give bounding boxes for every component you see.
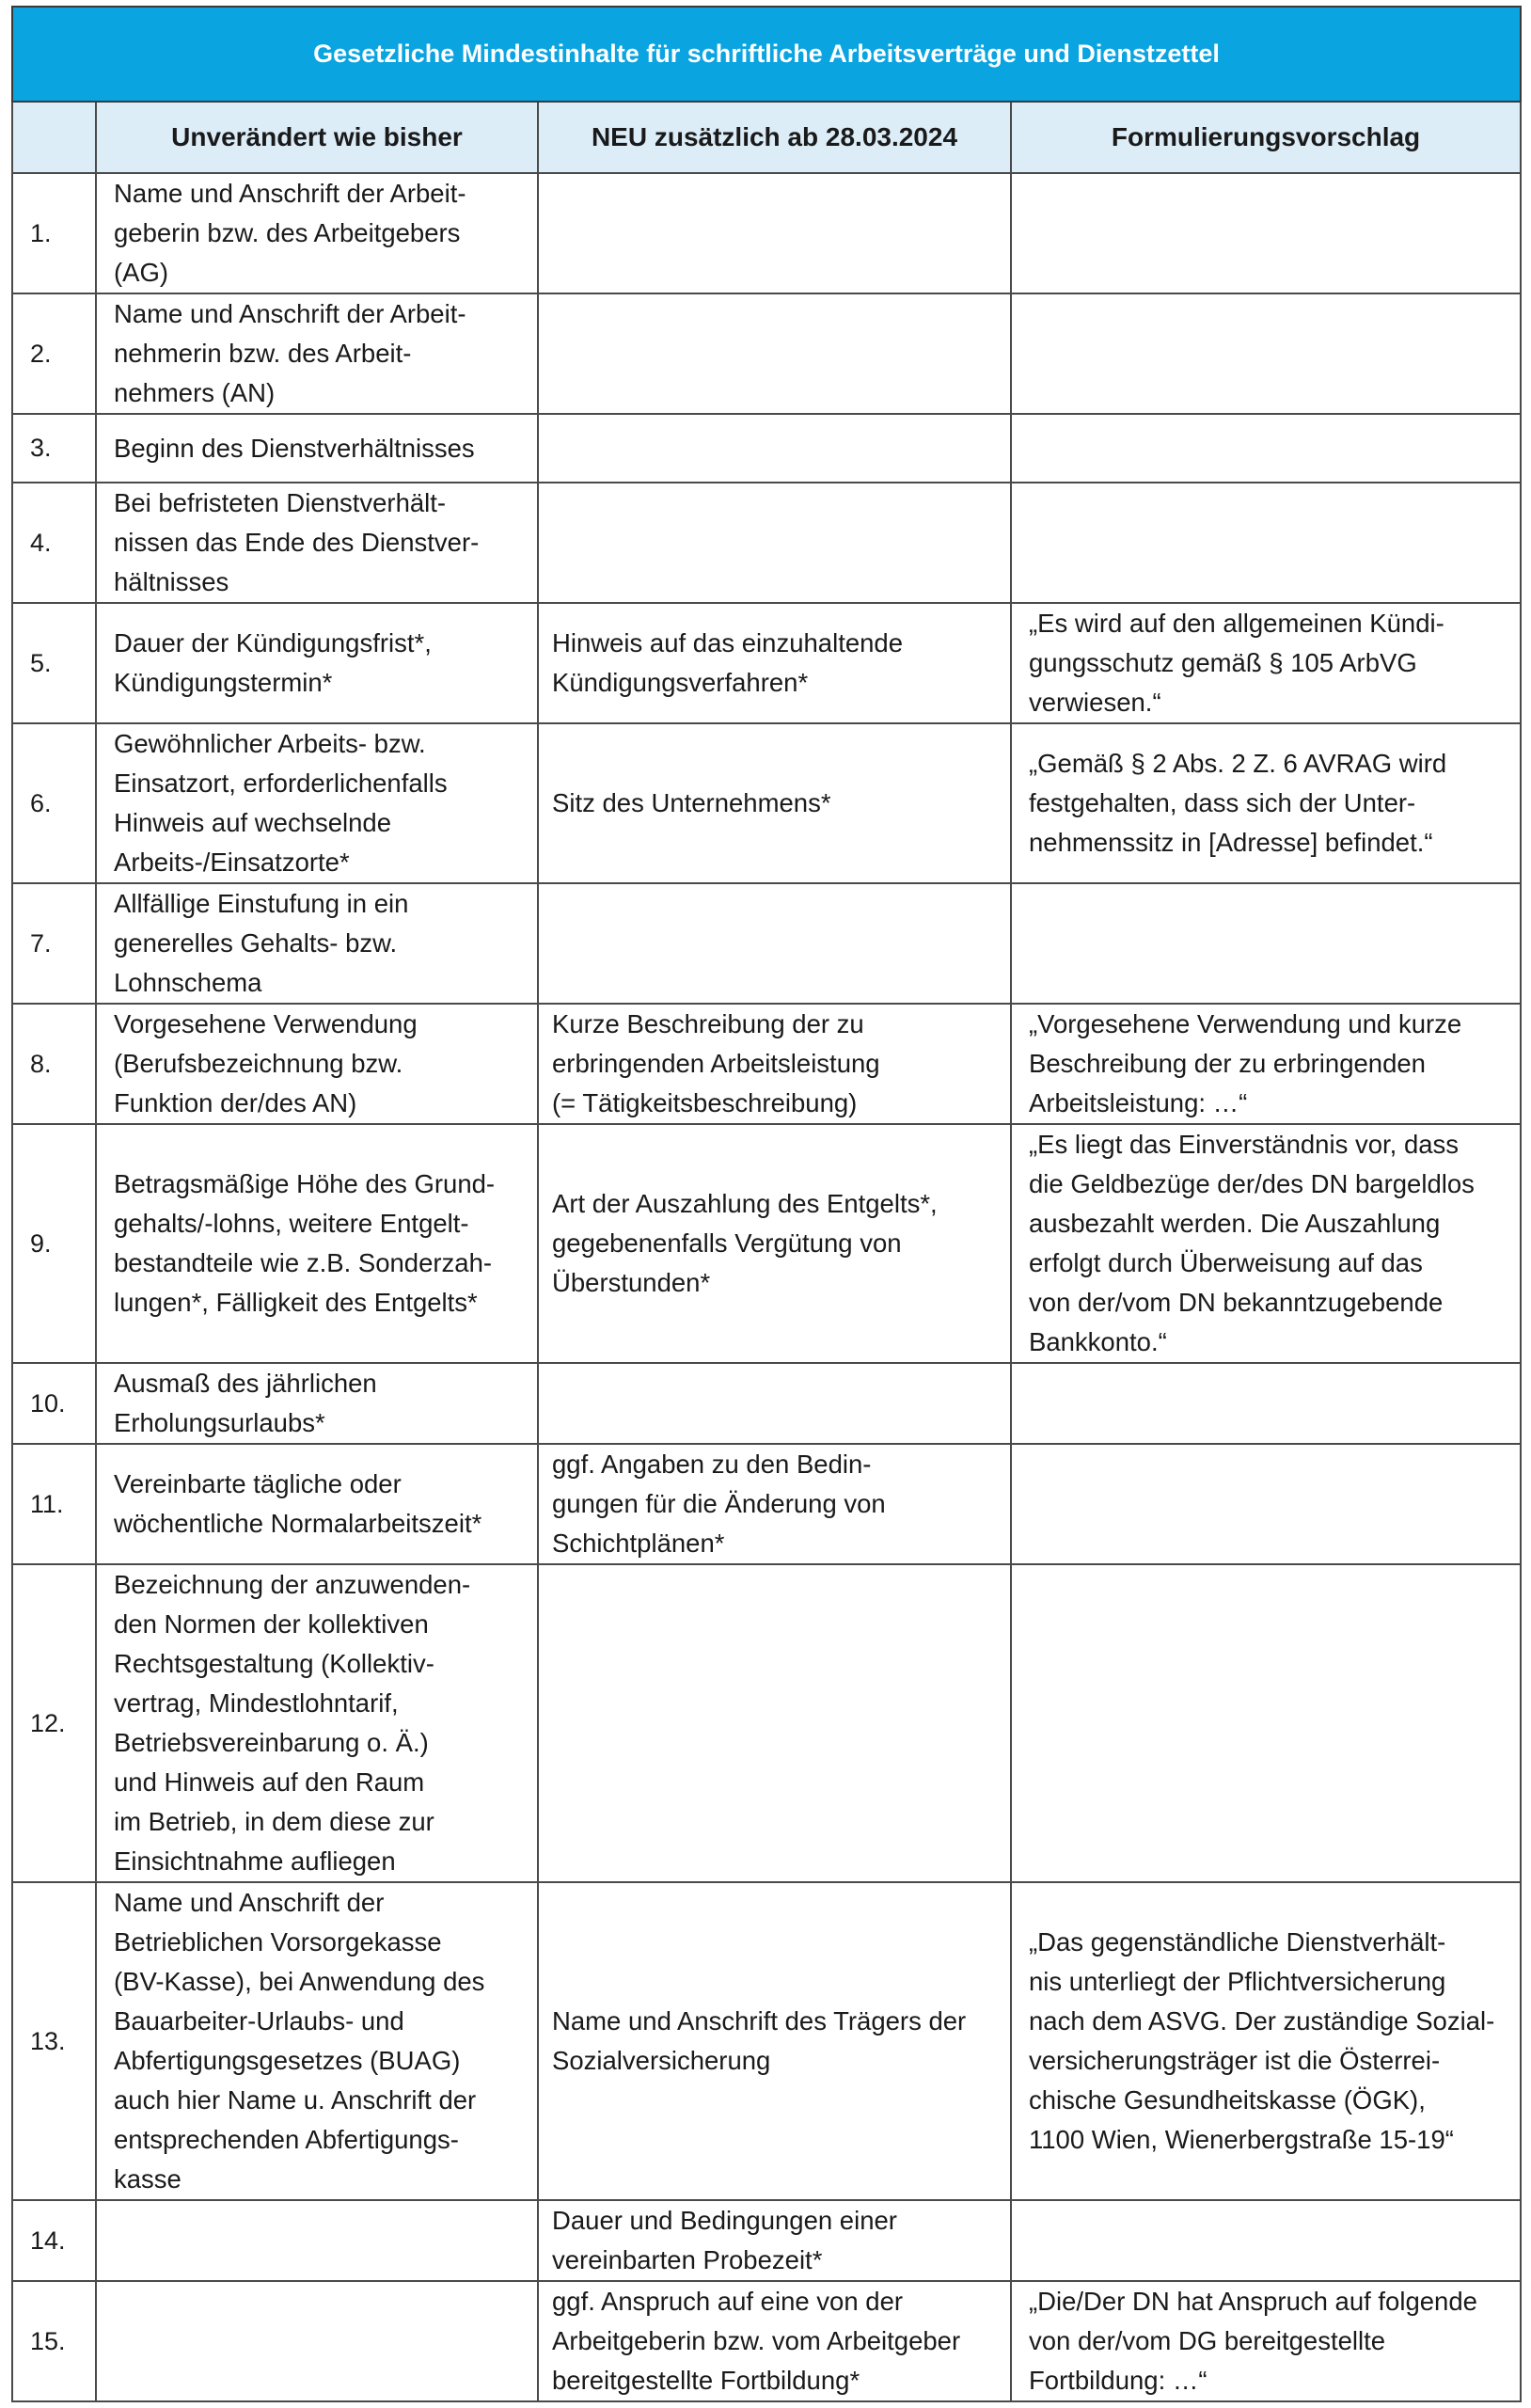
table-row: [12, 723, 1521, 883]
cell-neu: Sitz des Unternehmens*: [538, 723, 1011, 883]
table-row: [12, 173, 1521, 293]
cell-vorschlag: [1011, 173, 1521, 293]
cell-vorschlag: „Es wird auf den allgemeinen Kündi- gungsschutz gemäß § 105 ArbVG verwiesen.“: [1011, 603, 1521, 723]
cell-unveraendert: Dauer der Kündigungsfrist*, Kündigungstermin*: [96, 603, 538, 723]
cell-unveraendert: Betragsmäßige Höhe des Grund- gehalts/-lohns, weitere Entgelt- bestandteile wie z.B. Sonderzah- lungen*, Fälligkeit des Entgelts*: [96, 1124, 538, 1363]
row-number: 1.: [12, 173, 96, 293]
cell-unveraendert: Allfällige Einstufung in ein generelles Gehalts- bzw. Lohnschema: [96, 883, 538, 1004]
cell-vorschlag: „Gemäß § 2 Abs. 2 Z. 6 AVRAG wird festgehalten, dass sich der Unter- nehmenssitz in [Adresse] befindet.“: [1011, 723, 1521, 883]
table-row: [12, 603, 1521, 723]
table-row: [12, 2200, 1521, 2281]
header-unveraendert: Unverändert wie bisher: [96, 102, 538, 173]
table-row: [12, 883, 1521, 1004]
cell-vorschlag: „Vorgesehene Verwendung und kurze Beschreibung der zu erbringenden Arbeitsleistung: …“: [1011, 1004, 1521, 1124]
cell-neu: [538, 293, 1011, 414]
cell-unveraendert: Vereinbarte tägliche oder wöchentliche Normalarbeitszeit*: [96, 1444, 538, 1564]
cell-neu: Name und Anschrift des Trägers der Sozialversicherung: [538, 1882, 1011, 2200]
cell-neu: [538, 1363, 1011, 1444]
table-row: [12, 1882, 1521, 2200]
row-number: 11.: [12, 1444, 96, 1564]
table-row: [12, 1363, 1521, 1444]
cell-vorschlag: „Es liegt das Einverständnis vor, dass die Geldbezüge der/des DN bargeldlos ausbezahlt werden. Die Auszahlung erfolgt durch Überweisung auf das von der/vom DN bekanntzugebende Bankkonto.“: [1011, 1124, 1521, 1363]
document-table-container: [11, 6, 1520, 2402]
cell-unveraendert: Gewöhnlicher Arbeits- bzw. Einsatzort, erforderlichenfalls Hinweis auf wechselnde Arbeits-/Einsatzorte*: [96, 723, 538, 883]
cell-unveraendert: Ausmaß des jährlichen Erholungsurlaubs*: [96, 1363, 538, 1444]
cell-vorschlag: [1011, 483, 1521, 603]
cell-vorschlag: [1011, 1444, 1521, 1564]
row-number: 6.: [12, 723, 96, 883]
row-number: 2.: [12, 293, 96, 414]
cell-vorschlag: [1011, 1564, 1521, 1882]
row-number: 7.: [12, 883, 96, 1004]
cell-neu: ggf. Angaben zu den Bedin- gungen für die Änderung von Schichtplänen*: [538, 1444, 1011, 1564]
cell-unveraendert: Name und Anschrift der Arbeit- geberin bzw. des Arbeitgebers (AG): [96, 173, 538, 293]
row-number: 8.: [12, 1004, 96, 1124]
cell-vorschlag: [1011, 2200, 1521, 2281]
row-number: 3.: [12, 414, 96, 483]
row-number: 15.: [12, 2281, 96, 2401]
cell-unveraendert: Bezeichnung der anzuwenden- den Normen der kollektiven Rechtsgestaltung (Kollektiv- vertrag, Mindestlohntarif, Betriebsvereinbarung o. Ä.) und Hinweis auf den Raum im Betrieb, in dem diese zur Einsichtnahme aufliegen: [96, 1564, 538, 1882]
table-row: [12, 1124, 1521, 1363]
cell-neu: [538, 414, 1011, 483]
row-number: 10.: [12, 1363, 96, 1444]
cell-neu: Hinweis auf das einzuhaltende Kündigungsverfahren*: [538, 603, 1011, 723]
table-body: [12, 173, 1521, 2401]
table-row: [12, 1444, 1521, 1564]
table-row: [12, 414, 1521, 483]
cell-unveraendert: [96, 2281, 538, 2401]
header-number: [12, 102, 96, 173]
cell-neu: [538, 173, 1011, 293]
cell-unveraendert: Name und Anschrift der Betrieblichen Vorsorgekasse (BV-Kasse), bei Anwendung des Bauarbeiter-Urlaubs- und Abfertigungsgesetzes (BUAG) auch hier Name u. Anschrift der entsprechenden Abfertigungs- kasse: [96, 1882, 538, 2200]
cell-neu: Kurze Beschreibung der zu erbringenden Arbeitsleistung (= Tätigkeitsbeschreibung): [538, 1004, 1011, 1124]
cell-unveraendert: Vorgesehene Verwendung (Berufsbezeichnung bzw. Funktion der/des AN): [96, 1004, 538, 1124]
cell-vorschlag: [1011, 1363, 1521, 1444]
cell-vorschlag: „Die/Der DN hat Anspruch auf folgende von der/vom DG bereitgestellte Fortbildung: …“: [1011, 2281, 1521, 2401]
table-row: [12, 2281, 1521, 2401]
table-row: [12, 1564, 1521, 1882]
cell-unveraendert: [96, 2200, 538, 2281]
row-number: 4.: [12, 483, 96, 603]
row-number: 14.: [12, 2200, 96, 2281]
cell-neu: ggf. Anspruch auf eine von der Arbeitgeberin bzw. vom Arbeitgeber bereitgestellte Fortbildung*: [538, 2281, 1011, 2401]
cell-unveraendert: Bei befristeten Dienstverhält- nissen das Ende des Dienstver- hältnisses: [96, 483, 538, 603]
row-number: 13.: [12, 1882, 96, 2200]
cell-neu: [538, 1564, 1011, 1882]
mindestinhalte-table: [11, 6, 1522, 2402]
cell-neu: Art der Auszahlung des Entgelts*, gegebenenfalls Vergütung von Überstunden*: [538, 1124, 1011, 1363]
table-row: [12, 1004, 1521, 1124]
header-row: [12, 102, 1521, 173]
cell-unveraendert: Name und Anschrift der Arbeit- nehmerin bzw. des Arbeit- nehmers (AN): [96, 293, 538, 414]
cell-neu: [538, 883, 1011, 1004]
cell-unveraendert: Beginn des Dienstverhältnisses: [96, 414, 538, 483]
header-vorschlag: Formulierungsvorschlag: [1011, 102, 1521, 173]
table-row: [12, 293, 1521, 414]
cell-vorschlag: [1011, 883, 1521, 1004]
cell-vorschlag: [1011, 293, 1521, 414]
row-number: 5.: [12, 603, 96, 723]
cell-vorschlag: „Das gegenständliche Dienstverhält- nis unterliegt der Pflichtversicherung nach dem ASVG. Der zuständige Sozial- versicherungsträger ist die Österrei- chische Gesundheitskasse (ÖGK), 1100 Wien, Wienerbergstraße 15-19“: [1011, 1882, 1521, 2200]
row-number: 9.: [12, 1124, 96, 1363]
cell-neu: Dauer und Bedingungen einer vereinbarten Probezeit*: [538, 2200, 1011, 2281]
title-row: [12, 7, 1521, 102]
row-number: 12.: [12, 1564, 96, 1882]
cell-neu: [538, 483, 1011, 603]
header-neu: NEU zusätzlich ab 28.03.2024: [538, 102, 1011, 173]
table-row: [12, 483, 1521, 603]
cell-vorschlag: [1011, 414, 1521, 483]
table-title: Gesetzliche Mindestinhalte für schriftliche Arbeitsverträge und Dienstzettel: [12, 7, 1521, 102]
